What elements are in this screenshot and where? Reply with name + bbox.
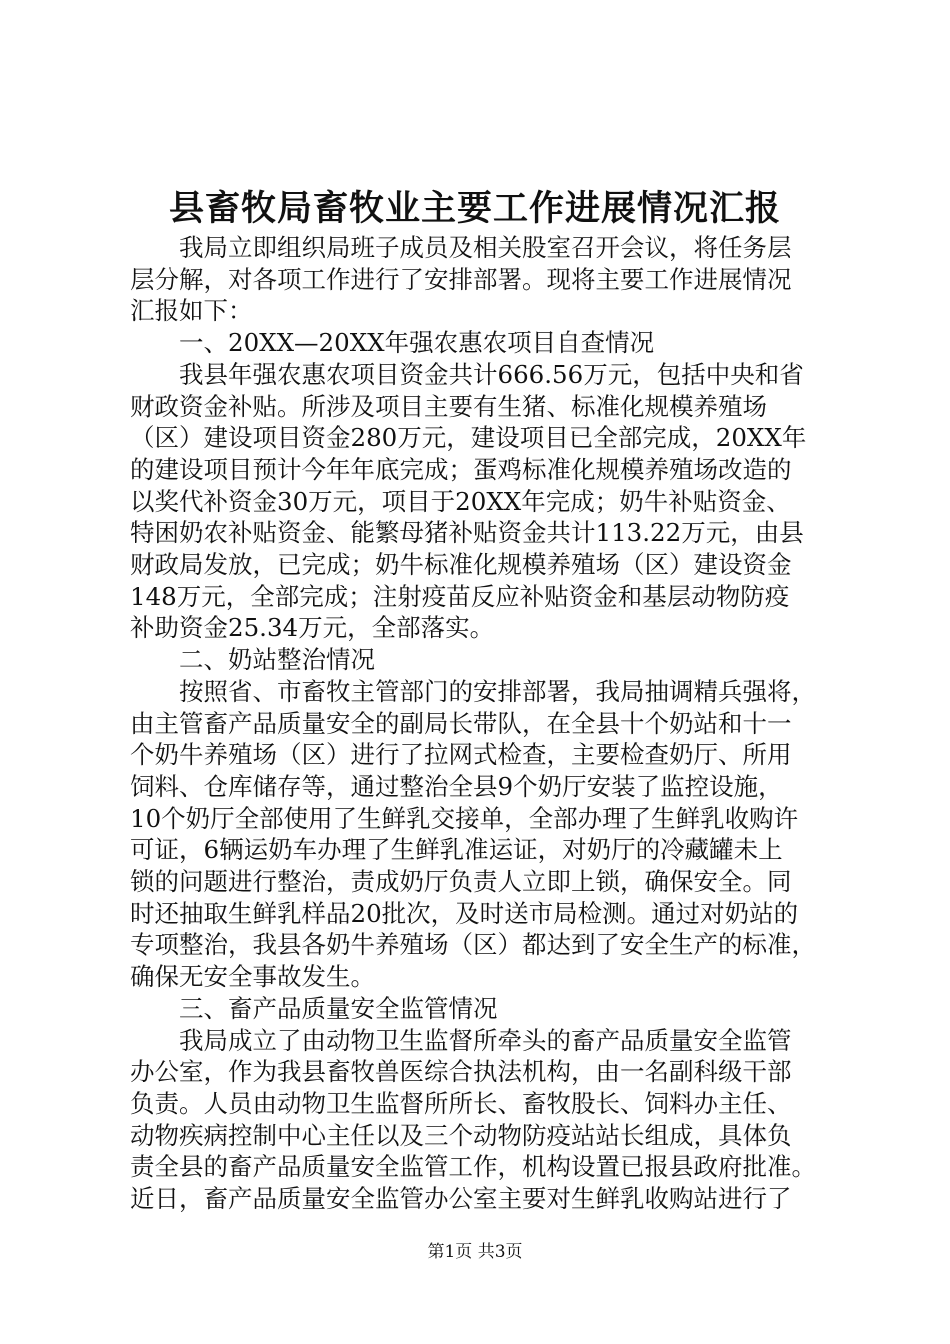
text-line: 特困奶农补贴资金、能繁母猪补贴资金共计113.22万元，由县	[130, 518, 804, 548]
text-line: 动物疾病控制中心主任以及三个动物防疫站站长组成，具体负	[130, 1120, 792, 1150]
text-line: 按照省、市畜牧主管部门的安排部署，我局抽调精兵强将，	[179, 676, 816, 706]
text-line: 时还抽取生鲜乳样品20批次，及时送市局检测。通过对奶站的	[130, 898, 799, 928]
text-line: 专项整治，我县各奶牛养殖场（区）都达到了安全生产的标准，	[130, 930, 816, 960]
text-line: 以奖代补资金30万元，项目于20XX年完成；奶牛补贴资金、	[130, 486, 791, 516]
text-line: 负责。人员由动物卫生监督所所长、畜牧股长、饲料办主任、	[130, 1088, 792, 1118]
text-line: 可证，6辆运奶车办理了生鲜乳准运证，对奶厅的冷藏罐未上	[130, 835, 783, 865]
document-body	[130, 232, 830, 1215]
text-line: 财政资金补贴。所涉及项目主要有生猪、标准化规模养殖场	[130, 391, 767, 421]
text-line: 我局立即组织局班子成员及相关股室召开会议，将任务层	[179, 233, 792, 262]
text-line: 我县年强农惠农项目资金共计666.56万元，包括中央和省	[179, 359, 804, 389]
text-line: 补助资金25.34万元，全部落实。	[130, 613, 495, 643]
text-line: 近日，畜产品质量安全监管办公室主要对生鲜乳收购站进行了	[130, 1184, 792, 1214]
text-line: 10个奶厅全部使用了生鲜乳交接单，全部办理了生鲜乳收购许	[130, 803, 799, 833]
text-line: 个奶牛养殖场（区）进行了拉网式检查，主要检查奶厅、所用	[130, 740, 792, 770]
text-line: 148万元，全部完成；注射疫苗反应补贴资金和基层动物防疫	[130, 581, 790, 611]
text-line: 锁的问题进行整治，责成奶厅负责人立即上锁，确保安全。同	[130, 867, 792, 897]
text-line: 二、奶站整治情况	[179, 645, 375, 675]
text-line: （区）建设项目资金280万元，建设项目已全部完成，20XX年	[130, 423, 807, 453]
text-line: 汇报如下：	[130, 296, 253, 326]
text-line: 由主管畜产品质量安全的副局长带队，在全县十个奶站和十一	[130, 708, 792, 738]
text-line: 三、畜产品质量安全监管情况	[179, 993, 498, 1023]
text-line: 的建设项目预计今年年底完成；蛋鸡标准化规模养殖场改造的	[130, 454, 792, 484]
document-title: 县畜牧局畜牧业主要工作进展情况汇报	[168, 189, 781, 229]
text-line: 饲料、仓库储存等，通过整治全县9个奶厅安装了监控设施，	[130, 771, 783, 801]
text-line: 层分解，对各项工作进行了安排部署。现将主要工作进展情况	[130, 264, 792, 294]
text-line: 办公室，作为我县畜牧兽医综合执法机构，由一名副科级干部	[130, 1057, 792, 1087]
text-line: 财政局发放，已完成；奶牛标准化规模养殖场（区）建设资金	[130, 550, 792, 580]
page-footer: 第1页 共3页	[427, 1242, 523, 1262]
text-line: 确保无安全事故发生。	[130, 962, 375, 992]
text-line: 责全县的畜产品质量安全监管工作，机构设置已报县政府批准。	[130, 1152, 816, 1182]
text-line: 我局成立了由动物卫生监督所牵头的畜产品质量安全监管	[179, 1025, 792, 1055]
text-line: 一、20XX—20XX年强农惠农项目自查情况	[179, 328, 655, 358]
